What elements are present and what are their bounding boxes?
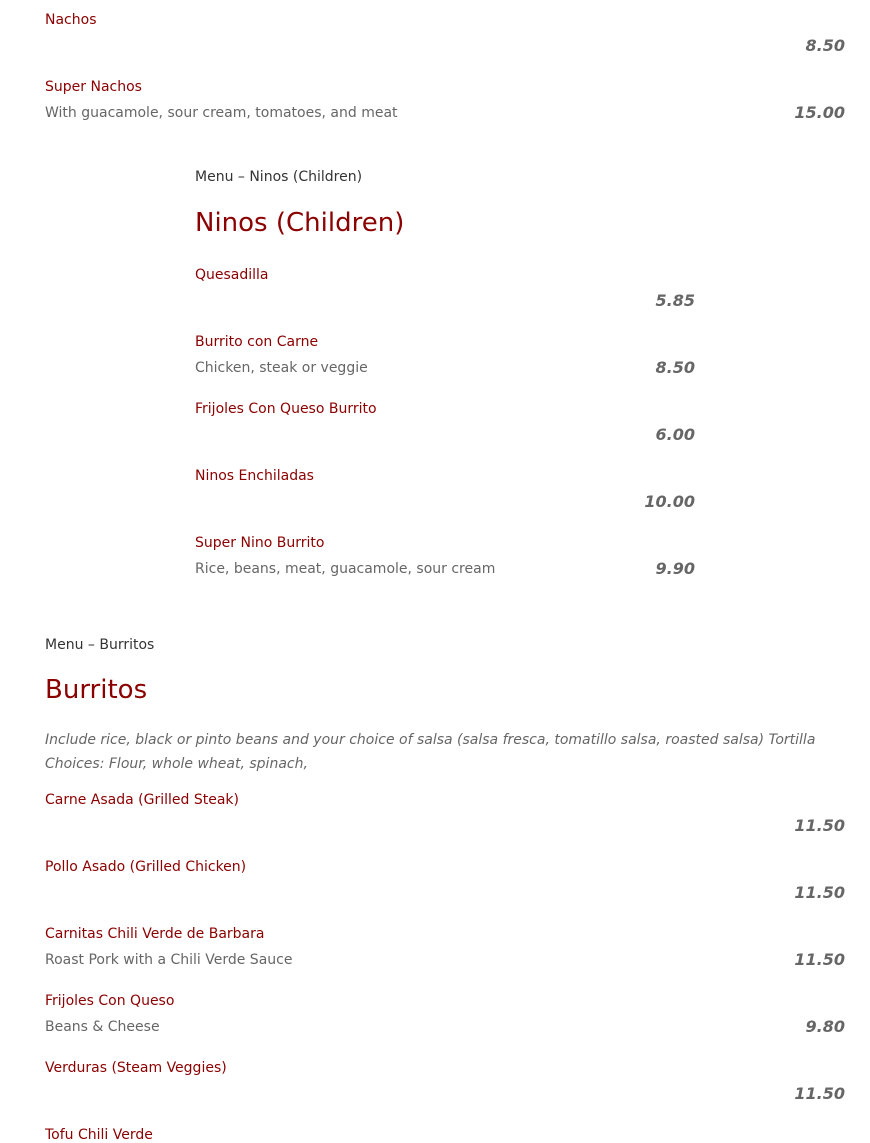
item-price: 11.50	[794, 883, 845, 902]
menu-item	[45, 12, 845, 62]
item-price: 10.00	[644, 492, 695, 511]
item-name: Frijoles Con Queso	[45, 993, 175, 1009]
item-price: 11.50	[794, 950, 845, 969]
item-name: Frijoles Con Queso Burrito	[195, 401, 377, 417]
menu-item	[195, 267, 695, 317]
breadcrumb: Menu – Burritos	[45, 637, 155, 653]
section-title: Ninos (Children)	[195, 208, 405, 238]
item-name: Pollo Asado (Grilled Chicken)	[45, 859, 247, 875]
item-price: 9.90	[655, 559, 695, 578]
item-name: Super Nachos	[45, 79, 142, 95]
section-title: Burritos	[45, 675, 148, 705]
menu-item	[45, 1127, 845, 1143]
menu-item	[195, 334, 695, 384]
menu-item	[45, 859, 845, 909]
item-name: Tofu Chili Verde	[45, 1127, 153, 1143]
item-description: Roast Pork with a Chili Verde Sauce	[45, 952, 293, 968]
menu-item	[195, 401, 695, 451]
item-name: Verduras (Steam Veggies)	[45, 1060, 227, 1076]
item-price: 5.85	[655, 291, 695, 310]
item-name: Super Nino Burrito	[195, 535, 325, 551]
item-description: With guacamole, sour cream, tomatoes, and meat	[45, 105, 398, 121]
menu-item	[45, 1060, 845, 1110]
item-price: 15.00	[794, 103, 845, 122]
item-price: 8.50	[655, 358, 695, 377]
section-intro: Include rice, black or pinto beans and your choice of salsa (salsa fresca, tomatillo salsa, roasted salsa) Tortilla Choices: Flour, whole wheat, spinach,	[45, 732, 816, 772]
item-description: Beans & Cheese	[45, 1019, 160, 1035]
item-price: 11.50	[794, 816, 845, 835]
item-name: Carne Asada (Grilled Steak)	[45, 792, 239, 808]
menu-item	[45, 926, 845, 976]
item-name: Nachos	[45, 12, 97, 28]
menu-item	[45, 993, 845, 1043]
menu-item	[45, 792, 845, 842]
menu-item	[195, 535, 695, 585]
item-price: 11.50	[794, 1084, 845, 1103]
item-price: 6.00	[655, 425, 695, 444]
item-description: Chicken, steak or veggie	[195, 360, 368, 376]
item-price: 8.50	[805, 36, 845, 55]
item-name: Ninos Enchiladas	[195, 468, 314, 484]
item-name: Quesadilla	[195, 267, 269, 283]
item-price: 9.80	[805, 1017, 845, 1036]
item-name: Carnitas Chili Verde de Barbara	[45, 926, 265, 942]
item-description: Rice, beans, meat, guacamole, sour cream	[195, 561, 496, 577]
menu-item	[45, 79, 845, 129]
item-name: Burrito con Carne	[195, 334, 319, 350]
breadcrumb: Menu – Ninos (Children)	[195, 169, 363, 185]
menu-item	[195, 468, 695, 518]
